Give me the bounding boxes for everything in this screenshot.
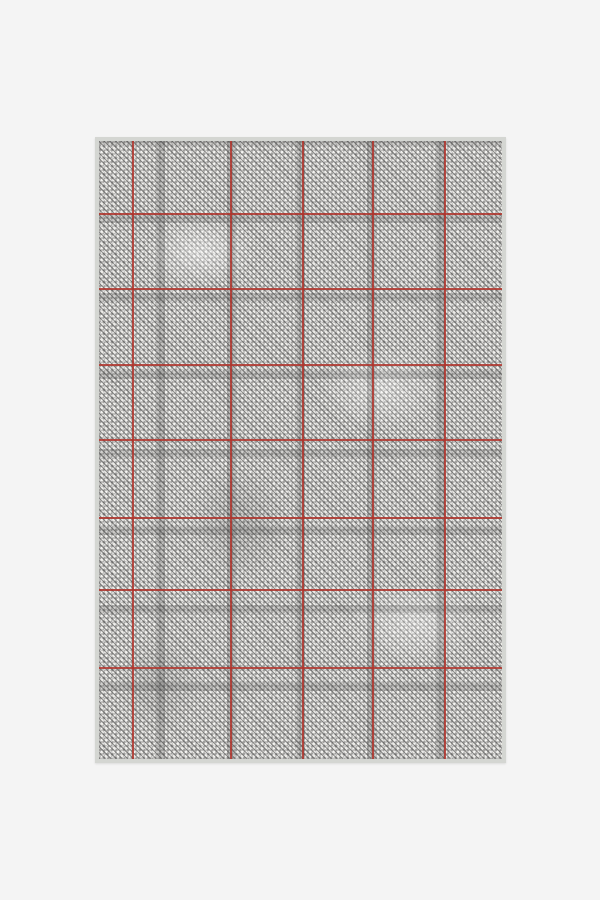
- rug-red-stripe-horizontal: [99, 667, 502, 669]
- rug: [95, 137, 506, 763]
- rug-red-stripe-horizontal: [99, 517, 502, 519]
- rug-red-stripe-horizontal: [99, 213, 502, 215]
- rug-pattern-field: [99, 141, 502, 759]
- rug-red-stripe-horizontal: [99, 288, 502, 290]
- rug-red-stripe-horizontal: [99, 364, 502, 366]
- rug-red-stripe-horizontal: [99, 589, 502, 591]
- rug-red-stripe-horizontal: [99, 439, 502, 441]
